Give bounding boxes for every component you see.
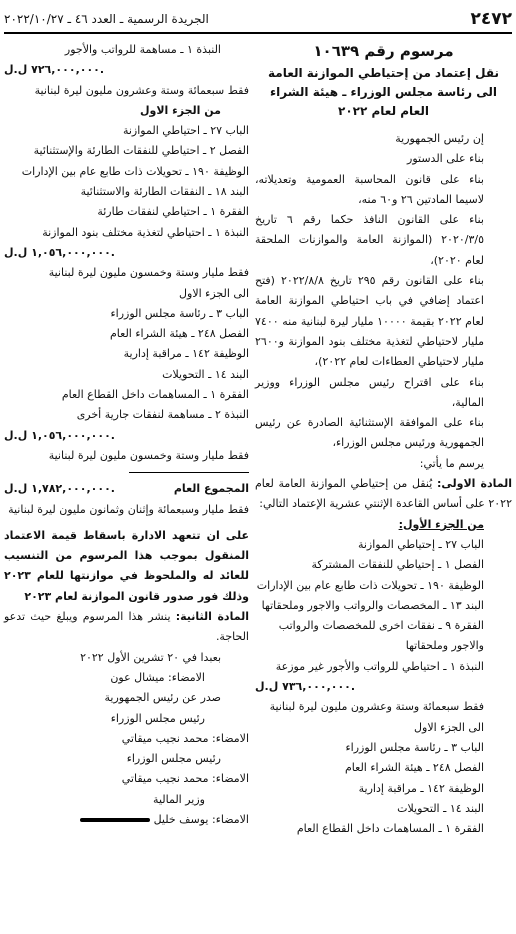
decree-number: مرسوم رقم ١٠٦٣٩	[313, 42, 454, 60]
amount-words: فقط مليار وستة وخمسون مليون ليرة لبنانية	[48, 266, 249, 280]
signing-date: بعبدا في ٢٠ تشرين الأول ٢٠٢٢	[80, 650, 221, 664]
preamble-line: بناء على الدستور	[407, 152, 484, 166]
budget-line: النبذة ٢ ـ مساهمة لنفقات جارية أخرى	[76, 408, 249, 422]
article-1-label: المادة الاولى:	[436, 477, 513, 491]
amount-words: فقط سبعمائة وستة وعشرون مليون ليرة لبنانية	[269, 700, 484, 714]
preamble-line: بناء على الموافقة الإستثنائية الصادرة عن رئيس الجمهورية ورئيس مجلس الوزراء،	[255, 416, 484, 450]
amount: ١,٠٥٦,٠٠٠,٠٠٠ ل.ل.	[4, 428, 115, 442]
total-value: ١,٧٨٢,٠٠٠,٠٠٠ ل.ل.	[4, 482, 115, 496]
budget-line: الفقرة ٩ ـ نفقات اخرى للمخصصات والرواتب والاجور وملحقاتها	[278, 619, 484, 653]
divider	[129, 472, 249, 473]
article-2-text: ينشر هذا المرسوم ويبلغ حيث تدعو الحاجة.	[4, 610, 249, 644]
gazette-title: الجريدة الرسمية ـ العدد ٤٦ ـ ٢٠٢٢/١٠/٢٧	[4, 12, 209, 26]
total-words: فقط مليار وسبعمائة وإثنان وثمانون مليون ليرة لبنانية	[8, 502, 249, 516]
preamble-line: إن رئيس الجمهورية	[395, 132, 484, 145]
article-1-text: يُنقل من إحتياطي الموازنة العامة لعام ٢٠٢٢ على أساس القاعدة الإثنتي عشرية الإعتماد التالي:	[255, 477, 512, 511]
budget-line: الوظيفة ١٩٠ ـ تحويلات ذات طابع عام بين الإدارات	[21, 164, 249, 178]
budget-line: الفقرة ١ ـ احتياطي لنفقات طارئة	[97, 205, 249, 219]
to-heading: الى الجزء الاول	[179, 286, 249, 300]
preamble-line: يرسم ما يأتي:	[419, 456, 484, 470]
end-ornament-icon	[80, 818, 150, 822]
issued-by: صدر عن رئيس الجمهورية	[104, 691, 221, 705]
total-label: المجموع العام	[173, 482, 249, 496]
commitment-note: على ان تتعهد الادارة باسقاط قيمة الاعتماد المنقول بموجب هذا المرسوم من التنسيب للعائد له والملحوظ في موازنتها للعام ٢٠٢٣ وذلك فور صدور قانون الموازنة لعام ٢٠٢٣	[4, 528, 249, 603]
budget-line: الباب ٢٧ ـ إحتياطي الموازنة	[357, 537, 484, 551]
pm-title: رئيس مجلس الوزراء	[110, 711, 205, 725]
from-heading: من الجزء الاول	[139, 103, 221, 117]
budget-line: البند ١٨ ـ النفقات الطارئة والاستثنائية	[80, 185, 249, 199]
budget-line: الفصل ١ ـ إحتياطي للنفقات المشتركة	[311, 558, 484, 572]
budget-line: البند ١٤ ـ التحويلات	[162, 367, 249, 381]
amount: ٧٢٦,٠٠٠,٠٠٠ ل.ل.	[4, 63, 105, 77]
grand-total	[4, 479, 249, 499]
decree-subject: نقل إعتماد من إحتياطي الموازنة العامة الى رئاسة مجلس الوزراء ـ هيئة الشراء العام لعام ٢٠٢٢	[268, 66, 499, 118]
amount: ٧٣٦,٠٠٠,٠٠٠ ل.ل.	[255, 680, 356, 694]
budget-line: الفقرة ١ ـ المساهمات داخل القطاع العام	[61, 388, 249, 402]
preamble-line: بناء على قانون المحاسبة العمومية وتعديلاته، لاسيما المادتين ٢٦ و٦٠ منه،	[255, 172, 484, 206]
finance-minister-title: وزير المالية	[153, 792, 205, 806]
budget-line: الفصل ٢٤٨ ـ هيئة الشراء العام	[344, 761, 484, 775]
left-column	[4, 40, 249, 830]
from-heading: من الجزء الأول:	[398, 517, 484, 531]
budget-line: الباب ٢٧ ـ احتياطي الموازنة	[122, 124, 249, 138]
budget-line: النبذة ١ ـ احتياطي لتغذية مختلف بنود الموازنة	[42, 225, 249, 239]
budget-line: النبذة ١ ـ مساهمة للرواتب والأجور	[64, 43, 221, 56]
preamble-line: بناء على القانون رقم ٢٩٥ تاريخ ٢٠٢٢/٨/٨ (فتح اعتماد إضافي في باب احتياطي الموازنة العامة لعام ٢٠٢٢ بقيمة ١٠٠٠٠ مليار ليرة لبنانية منه ٧٤٠٠ مليار لاحتياطي لتغذية مختلف بنود الموازنة و٢٦٠٠ مليار لاحتياطي العطاءات لعام ٢٠٢٢)،	[255, 274, 484, 369]
preamble-line: بناء على اقتراح رئيس مجلس الوزراء ووزير المالية،	[255, 375, 484, 409]
budget-line: الباب ٣ ـ رئاسة مجلس الوزراء	[110, 306, 249, 320]
amount-words: فقط سبعمائة وستة وعشرون مليون ليرة لبنانية	[34, 83, 249, 97]
amount-words: فقط مليار وستة وخمسون مليون ليرة لبنانية	[48, 448, 249, 462]
budget-line: الفصل ٢٤٨ ـ هيئة الشراء العام	[109, 327, 249, 341]
article-2-label: المادة الثانية:	[175, 610, 249, 624]
budget-line: الوظيفة ١٤٢ ـ مراقبة إدارية	[123, 347, 249, 361]
to-heading: الى الجزء الاول	[414, 720, 484, 734]
preamble-line: بناء على القانون النافذ حكما رقم ٦ تاريخ ٢٠٢٠/٣/٥ (الموازنة العامة والموازنات الملحقة لعام ٢٠٢٠)،	[255, 213, 484, 267]
amount: ١,٠٥٦,٠٠٠,٠٠٠ ل.ل.	[4, 245, 115, 259]
finance-minister-signature: الامضاء: يوسف خليل	[153, 812, 249, 826]
finance-minister-line	[4, 810, 249, 830]
budget-line: الوظيفة ١٤٢ ـ مراقبة إدارية	[358, 781, 484, 795]
budget-line: الفقرة ١ ـ المساهمات داخل القطاع العام	[296, 822, 484, 836]
pm-title-2: رئيس مجلس الوزراء	[126, 752, 221, 766]
pm-signature: الامضاء: محمد نجيب ميقاتي	[121, 731, 249, 745]
article-2	[4, 607, 249, 648]
budget-line: الوظيفة ١٩٠ ـ تحويلات ذات طابع عام بين الإدارات	[256, 578, 484, 592]
page-header	[4, 6, 512, 34]
budget-line: النبذة ١ ـ احتياطي للرواتب والأجور غير موزعة	[275, 659, 484, 673]
article-1	[255, 474, 512, 515]
budget-line: البند ١٣ ـ المخصصات والرواتب والاجور وملحقاتها	[261, 598, 484, 612]
page-number: ٢٤٧٢	[470, 9, 512, 29]
budget-line: البند ١٤ ـ التحويلات	[397, 801, 484, 815]
budget-line: الفصل ٢ ـ احتياطي للنفقات الطارئة والإستثنائية	[33, 144, 249, 158]
president-signature: الامضاء: ميشال عون	[110, 670, 205, 684]
right-column	[255, 40, 512, 839]
budget-line: الباب ٣ ـ رئاسة مجلس الوزراء	[345, 740, 484, 754]
pm-signature-2: الامضاء: محمد نجيب ميقاتي	[121, 772, 249, 786]
